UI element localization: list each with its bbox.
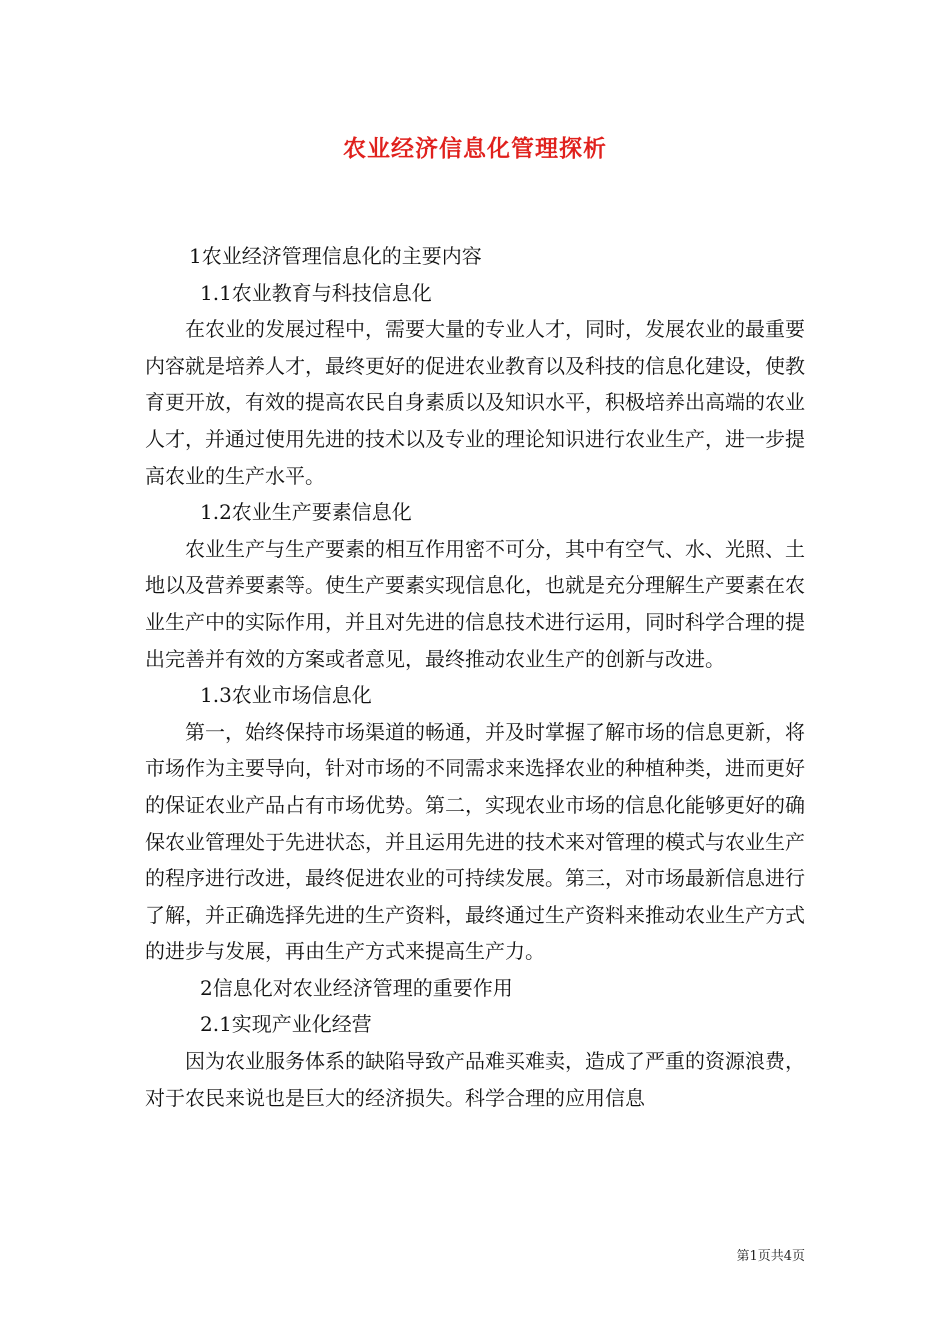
body-paragraph: 第一，始终保持市场渠道的畅通，并及时掌握了解市场的信息更新，将市场作为主要导向，针对市场的不同需求来选择农业的种植种类，进而更好的保证农业产品占有市场优势。第二，实现农业市场的信息化能够更好的确保农业管理处于先进状态，并且运用先进的技术来对管理的模式与农业生产的程序进行改进，最终促进农业的可持续发展。第三，对市场最新信息进行了解，并正确选择先进的生产资料，最终通过生产资料来推动农业生产方式的进步与发展，再由生产方式来提高生产力。 bbox=[145, 719, 805, 964]
body-paragraph: 在农业的发展过程中，需要大量的专业人才，同时，发展农业的最重要内容就是培养人才，最终更好的促进农业教育以及科技的信息化建设，使教育更开放，有效的提高农民自身素质以及知识水平，积极培养出高端的农业人才，并通过使用先进的技术以及专业的理论知识进行农业生产，进一步提高农业的生产水平。 bbox=[145, 317, 805, 488]
subsection-heading: 1.1农业教育与科技信息化 bbox=[200, 280, 432, 305]
subsection-heading: 1.3农业市场信息化 bbox=[200, 683, 372, 708]
subsection-heading: 1.2农业生产要素信息化 bbox=[200, 500, 412, 525]
subsection-heading: 2.1实现产业化经营 bbox=[200, 1012, 372, 1037]
body-paragraph: 因为农业服务体系的缺陷导致产品难买难卖，造成了严重的资源浪费，对于农民来说也是巨大的经济损失。科学合理的应用信息 bbox=[145, 1049, 805, 1110]
page-number: 第1页共4页 bbox=[736, 1249, 805, 1264]
document-title: 农业经济信息化管理探析 bbox=[343, 135, 607, 162]
document-body bbox=[145, 238, 805, 1116]
section-heading: 2信息化对农业经济管理的重要作用 bbox=[200, 975, 513, 1000]
body-paragraph: 农业生产与生产要素的相互作用密不可分，其中有空气、水、光照、土地以及营养要素等。使生产要素实现信息化，也就是充分理解生产要素在农业生产中的实际作用，并且对先进的信息技术进行运用，同时科学合理的提出完善并有效的方案或者意见，最终推动农业生产的创新与改进。 bbox=[145, 536, 805, 671]
section-heading: 1农业经济管理信息化的主要内容 bbox=[189, 244, 482, 268]
